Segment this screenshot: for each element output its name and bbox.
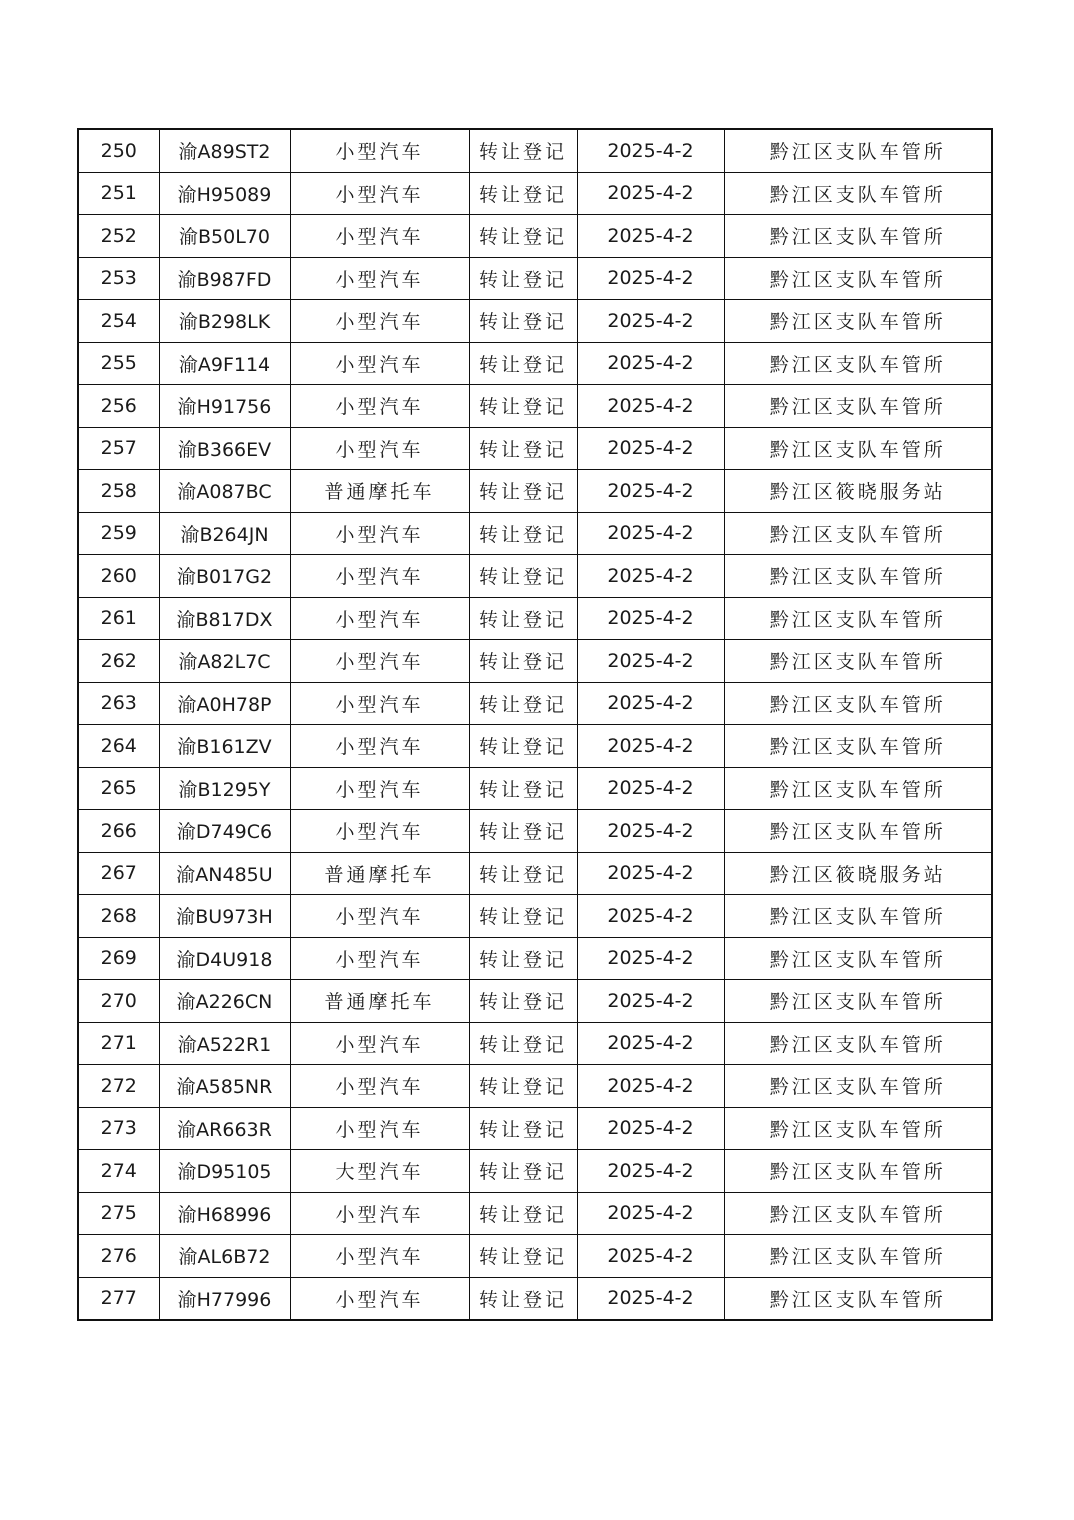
cell-date: 2025-4-2 (577, 640, 724, 683)
cell-vehicle-type: 小型汽车 (290, 682, 469, 725)
cell-vehicle-type: 普通摩托车 (290, 852, 469, 895)
cell-business-type: 转让登记 (469, 172, 577, 215)
cell-date: 2025-4-2 (577, 470, 724, 513)
table-row (78, 172, 992, 215)
cell-business-type: 转让登记 (469, 1022, 577, 1065)
cell-office: 黔江区支队车管所 (724, 1107, 992, 1150)
cell-plate-number: 渝B1295Y (159, 767, 290, 810)
table-row (78, 470, 992, 513)
table-row (78, 682, 992, 725)
cell-plate-number: 渝B161ZV (159, 725, 290, 768)
cell-date: 2025-4-2 (577, 512, 724, 555)
cell-business-type: 转让登记 (469, 1107, 577, 1150)
table-row (78, 1107, 992, 1150)
table-row (78, 640, 992, 683)
cell-business-type: 转让登记 (469, 767, 577, 810)
cell-date: 2025-4-2 (577, 385, 724, 428)
cell-date: 2025-4-2 (577, 682, 724, 725)
cell-date: 2025-4-2 (577, 1107, 724, 1150)
table-row (78, 427, 992, 470)
cell-vehicle-type: 小型汽车 (290, 342, 469, 385)
cell-serial-number: 260 (78, 555, 159, 598)
cell-date: 2025-4-2 (577, 342, 724, 385)
cell-office: 黔江区支队车管所 (724, 682, 992, 725)
table-row (78, 937, 992, 980)
cell-plate-number: 渝AL6B72 (159, 1235, 290, 1278)
cell-business-type: 转让登记 (469, 852, 577, 895)
cell-vehicle-type: 小型汽车 (290, 129, 469, 172)
cell-business-type: 转让登记 (469, 597, 577, 640)
table-row (78, 215, 992, 258)
cell-business-type: 转让登记 (469, 810, 577, 853)
cell-serial-number: 277 (78, 1277, 159, 1320)
cell-business-type: 转让登记 (469, 129, 577, 172)
cell-serial-number: 256 (78, 385, 159, 428)
cell-office: 黔江区支队车管所 (724, 1022, 992, 1065)
table-row (78, 300, 992, 343)
cell-plate-number: 渝B817DX (159, 597, 290, 640)
table-row (78, 895, 992, 938)
cell-business-type: 转让登记 (469, 427, 577, 470)
cell-business-type: 转让登记 (469, 1192, 577, 1235)
cell-office: 黔江区支队车管所 (724, 1065, 992, 1108)
cell-office: 黔江区支队车管所 (724, 725, 992, 768)
cell-plate-number: 渝D4U918 (159, 937, 290, 980)
cell-plate-number: 渝A226CN (159, 980, 290, 1023)
table-row (78, 257, 992, 300)
table-row (78, 980, 992, 1023)
cell-vehicle-type: 小型汽车 (290, 1235, 469, 1278)
cell-serial-number: 261 (78, 597, 159, 640)
cell-vehicle-type: 大型汽车 (290, 1150, 469, 1193)
cell-serial-number: 263 (78, 682, 159, 725)
cell-date: 2025-4-2 (577, 300, 724, 343)
cell-office: 黔江区支队车管所 (724, 257, 992, 300)
cell-date: 2025-4-2 (577, 1235, 724, 1278)
table-row (78, 810, 992, 853)
cell-plate-number: 渝AN485U (159, 852, 290, 895)
cell-office: 黔江区支队车管所 (724, 512, 992, 555)
cell-serial-number: 255 (78, 342, 159, 385)
cell-serial-number: 253 (78, 257, 159, 300)
table-row (78, 767, 992, 810)
cell-vehicle-type: 小型汽车 (290, 512, 469, 555)
cell-vehicle-type: 小型汽车 (290, 172, 469, 215)
cell-vehicle-type: 小型汽车 (290, 1277, 469, 1320)
cell-serial-number: 276 (78, 1235, 159, 1278)
cell-vehicle-type: 小型汽车 (290, 597, 469, 640)
cell-date: 2025-4-2 (577, 1022, 724, 1065)
cell-serial-number: 254 (78, 300, 159, 343)
cell-business-type: 转让登记 (469, 937, 577, 980)
table-row (78, 555, 992, 598)
cell-office: 黔江区支队车管所 (724, 1235, 992, 1278)
cell-serial-number: 259 (78, 512, 159, 555)
cell-plate-number: 渝B017G2 (159, 555, 290, 598)
cell-date: 2025-4-2 (577, 725, 724, 768)
table-row (78, 385, 992, 428)
cell-office: 黔江区筱晓服务站 (724, 852, 992, 895)
cell-office: 黔江区支队车管所 (724, 767, 992, 810)
cell-serial-number: 265 (78, 767, 159, 810)
cell-vehicle-type: 小型汽车 (290, 555, 469, 598)
cell-serial-number: 273 (78, 1107, 159, 1150)
cell-vehicle-type: 小型汽车 (290, 385, 469, 428)
registration-table (77, 128, 993, 1321)
cell-plate-number: 渝BU973H (159, 895, 290, 938)
cell-business-type: 转让登记 (469, 385, 577, 428)
cell-business-type: 转让登记 (469, 725, 577, 768)
cell-plate-number: 渝D749C6 (159, 810, 290, 853)
cell-vehicle-type: 普通摩托车 (290, 470, 469, 513)
cell-serial-number: 258 (78, 470, 159, 513)
table-row (78, 1022, 992, 1065)
cell-business-type: 转让登记 (469, 257, 577, 300)
cell-vehicle-type: 普通摩托车 (290, 980, 469, 1023)
cell-business-type: 转让登记 (469, 895, 577, 938)
cell-date: 2025-4-2 (577, 129, 724, 172)
cell-vehicle-type: 小型汽车 (290, 1022, 469, 1065)
cell-office: 黔江区支队车管所 (724, 215, 992, 258)
cell-serial-number: 267 (78, 852, 159, 895)
cell-office: 黔江区支队车管所 (724, 1277, 992, 1320)
cell-plate-number: 渝B264JN (159, 512, 290, 555)
cell-plate-number: 渝A9F114 (159, 342, 290, 385)
cell-vehicle-type: 小型汽车 (290, 725, 469, 768)
cell-vehicle-type: 小型汽车 (290, 810, 469, 853)
table-row (78, 1065, 992, 1108)
table-row (78, 342, 992, 385)
cell-plate-number: 渝AR663R (159, 1107, 290, 1150)
cell-plate-number: 渝A82L7C (159, 640, 290, 683)
cell-business-type: 转让登记 (469, 1277, 577, 1320)
cell-serial-number: 269 (78, 937, 159, 980)
cell-serial-number: 264 (78, 725, 159, 768)
cell-business-type: 转让登记 (469, 342, 577, 385)
cell-date: 2025-4-2 (577, 937, 724, 980)
cell-serial-number: 251 (78, 172, 159, 215)
cell-vehicle-type: 小型汽车 (290, 895, 469, 938)
cell-plate-number: 渝A087BC (159, 470, 290, 513)
cell-office: 黔江区支队车管所 (724, 1192, 992, 1235)
cell-vehicle-type: 小型汽车 (290, 1192, 469, 1235)
cell-plate-number: 渝H95089 (159, 172, 290, 215)
cell-office: 黔江区支队车管所 (724, 937, 992, 980)
cell-serial-number: 268 (78, 895, 159, 938)
table-row (78, 512, 992, 555)
cell-plate-number: 渝H77996 (159, 1277, 290, 1320)
cell-date: 2025-4-2 (577, 1277, 724, 1320)
cell-office: 黔江区支队车管所 (724, 810, 992, 853)
cell-office: 黔江区支队车管所 (724, 300, 992, 343)
cell-serial-number: 274 (78, 1150, 159, 1193)
cell-vehicle-type: 小型汽车 (290, 427, 469, 470)
cell-office: 黔江区支队车管所 (724, 980, 992, 1023)
cell-date: 2025-4-2 (577, 172, 724, 215)
cell-business-type: 转让登记 (469, 980, 577, 1023)
cell-vehicle-type: 小型汽车 (290, 767, 469, 810)
cell-plate-number: 渝B298LK (159, 300, 290, 343)
table-row (78, 1277, 992, 1320)
cell-serial-number: 266 (78, 810, 159, 853)
cell-serial-number: 250 (78, 129, 159, 172)
cell-serial-number: 257 (78, 427, 159, 470)
cell-plate-number: 渝A0H78P (159, 682, 290, 725)
cell-date: 2025-4-2 (577, 980, 724, 1023)
cell-date: 2025-4-2 (577, 427, 724, 470)
cell-office: 黔江区支队车管所 (724, 555, 992, 598)
cell-date: 2025-4-2 (577, 597, 724, 640)
cell-plate-number: 渝B366EV (159, 427, 290, 470)
table-row (78, 597, 992, 640)
table-row (78, 725, 992, 768)
cell-plate-number: 渝D95105 (159, 1150, 290, 1193)
cell-plate-number: 渝B987FD (159, 257, 290, 300)
cell-office: 黔江区支队车管所 (724, 640, 992, 683)
cell-business-type: 转让登记 (469, 640, 577, 683)
cell-office: 黔江区支队车管所 (724, 172, 992, 215)
cell-date: 2025-4-2 (577, 257, 724, 300)
cell-date: 2025-4-2 (577, 555, 724, 598)
cell-plate-number: 渝H91756 (159, 385, 290, 428)
cell-serial-number: 272 (78, 1065, 159, 1108)
table-row (78, 852, 992, 895)
cell-date: 2025-4-2 (577, 767, 724, 810)
cell-date: 2025-4-2 (577, 1065, 724, 1108)
table-row (78, 1150, 992, 1193)
cell-serial-number: 275 (78, 1192, 159, 1235)
cell-office: 黔江区支队车管所 (724, 342, 992, 385)
cell-business-type: 转让登记 (469, 1235, 577, 1278)
cell-office: 黔江区支队车管所 (724, 385, 992, 428)
cell-business-type: 转让登记 (469, 300, 577, 343)
table-row (78, 1235, 992, 1278)
cell-plate-number: 渝B50L70 (159, 215, 290, 258)
cell-business-type: 转让登记 (469, 512, 577, 555)
cell-plate-number: 渝A89ST2 (159, 129, 290, 172)
cell-business-type: 转让登记 (469, 1065, 577, 1108)
cell-business-type: 转让登记 (469, 555, 577, 598)
cell-date: 2025-4-2 (577, 215, 724, 258)
cell-vehicle-type: 小型汽车 (290, 215, 469, 258)
cell-plate-number: 渝A522R1 (159, 1022, 290, 1065)
cell-office: 黔江区支队车管所 (724, 427, 992, 470)
cell-plate-number: 渝A585NR (159, 1065, 290, 1108)
cell-business-type: 转让登记 (469, 1150, 577, 1193)
cell-vehicle-type: 小型汽车 (290, 640, 469, 683)
cell-date: 2025-4-2 (577, 852, 724, 895)
table-row (78, 1192, 992, 1235)
cell-vehicle-type: 小型汽车 (290, 300, 469, 343)
cell-plate-number: 渝H68996 (159, 1192, 290, 1235)
cell-office: 黔江区支队车管所 (724, 895, 992, 938)
cell-vehicle-type: 小型汽车 (290, 1065, 469, 1108)
table-body (78, 129, 992, 1320)
cell-business-type: 转让登记 (469, 215, 577, 258)
cell-vehicle-type: 小型汽车 (290, 257, 469, 300)
cell-serial-number: 252 (78, 215, 159, 258)
cell-office: 黔江区筱晓服务站 (724, 470, 992, 513)
cell-office: 黔江区支队车管所 (724, 129, 992, 172)
cell-date: 2025-4-2 (577, 810, 724, 853)
cell-serial-number: 270 (78, 980, 159, 1023)
cell-business-type: 转让登记 (469, 470, 577, 513)
cell-serial-number: 271 (78, 1022, 159, 1065)
table-row (78, 129, 992, 172)
cell-date: 2025-4-2 (577, 1192, 724, 1235)
cell-office: 黔江区支队车管所 (724, 597, 992, 640)
cell-vehicle-type: 小型汽车 (290, 1107, 469, 1150)
cell-date: 2025-4-2 (577, 1150, 724, 1193)
cell-date: 2025-4-2 (577, 895, 724, 938)
cell-office: 黔江区支队车管所 (724, 1150, 992, 1193)
cell-vehicle-type: 小型汽车 (290, 937, 469, 980)
cell-serial-number: 262 (78, 640, 159, 683)
cell-business-type: 转让登记 (469, 682, 577, 725)
